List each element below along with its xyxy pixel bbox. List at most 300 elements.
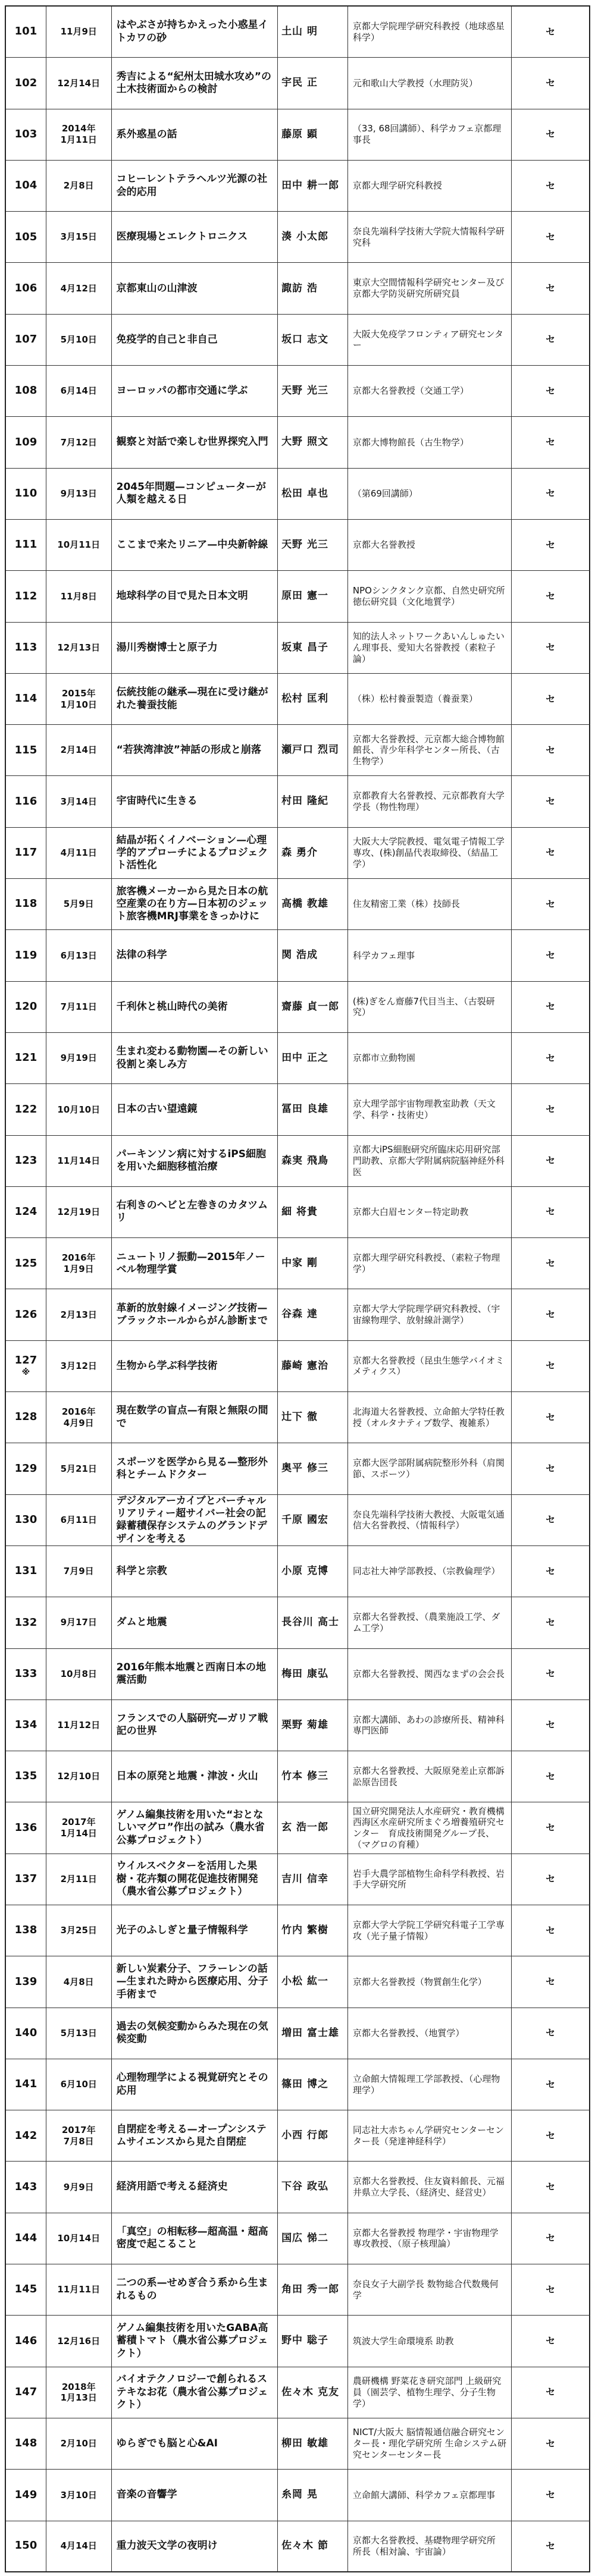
lecture-date: 2月8日 <box>46 161 112 211</box>
venue-mark: セ <box>512 879 590 929</box>
venue-mark: セ <box>512 2264 590 2315</box>
lecture-date: 2015年 1月10日 <box>46 674 112 724</box>
lecture-title: 医療現場とエレクトロニクス <box>112 212 278 262</box>
venue-mark: セ <box>512 2521 590 2571</box>
lecture-number: 138 <box>6 1905 46 1956</box>
table-row <box>6 469 590 520</box>
lecture-title: 革新的放射線イメージング技術—ブラックホールからがん診断まで <box>112 1289 278 1340</box>
lecturer-affiliation: 科学カフェ理事 <box>348 930 512 981</box>
table-row <box>6 2110 590 2162</box>
lecture-number: 139 <box>6 1956 46 2007</box>
lecturer-name: 辻下 徹 <box>278 1392 348 1443</box>
venue-mark: セ <box>512 2213 590 2264</box>
table-row <box>6 2470 590 2521</box>
lecture-number: 112 <box>6 571 46 621</box>
lecture-title: ウイルスベクターを活用した果樹・花卉類の開花促進技術開発（農水省公募プロジェクト） <box>112 1854 278 1905</box>
lecture-number: 106 <box>6 263 46 313</box>
lecturer-name: 細 将貴 <box>278 1187 348 1237</box>
lecture-title: ヨーロッパの都市交通に学ぶ <box>112 366 278 416</box>
lecture-title: 系外惑星の話 <box>112 109 278 160</box>
lecture-number: 132 <box>6 1597 46 1648</box>
lecturer-affiliation: 大阪大大学院教授、電気電子情報工学専攻、(株)創晶代表取締役、（結晶工学） <box>348 828 512 878</box>
lecturer-name: 栗野 菊雄 <box>278 1700 348 1751</box>
lecture-number: 107 <box>6 315 46 365</box>
venue-mark: セ <box>512 2470 590 2520</box>
table-row <box>6 2008 590 2059</box>
lecture-date: 11月8日 <box>46 571 112 621</box>
lecturer-name: 柳田 敏雄 <box>278 2418 348 2469</box>
lecturer-name: 齋藤 貞一郎 <box>278 982 348 1032</box>
table-row <box>6 2316 590 2367</box>
lecture-title: 宇宙時代に生きる <box>112 776 278 827</box>
venue-mark: セ <box>512 1700 590 1751</box>
lecture-date: 5月10日 <box>46 315 112 365</box>
lecture-number: 105 <box>6 212 46 262</box>
lecturer-affiliation: 奈良先端科学技術大学院大情報科学研究科 <box>348 212 512 262</box>
lecture-number: 120 <box>6 982 46 1032</box>
lecture-number: 116 <box>6 776 46 827</box>
lecture-date: 7月11日 <box>46 982 112 1032</box>
lecture-title: 結晶が拓くイノベーション—心理学的アプローチによるプロジェクト活性化 <box>112 828 278 878</box>
table-row <box>6 2521 590 2572</box>
lecturer-name: 天野 光三 <box>278 520 348 570</box>
table-row <box>6 1238 590 1289</box>
lecturer-name: 中家 剛 <box>278 1238 348 1289</box>
lecture-title: 経済用語で考える経済史 <box>112 2162 278 2212</box>
lecture-number: 127 ※ <box>6 1341 46 1391</box>
lecture-number: 143 <box>6 2162 46 2212</box>
lecture-number: 149 <box>6 2470 46 2520</box>
lecturer-affiliation: NICT/大阪大 脳情報通信融合研究センター長・理化学研究所 生命システム研究センターセンター長 <box>348 2418 512 2469</box>
table-row <box>6 776 590 827</box>
lecturer-affiliation: 京都大名誉教授、基礎物理学研究所 所長（相対論、宇宙論） <box>348 2521 512 2571</box>
lecture-title: 日本の古い望遠鏡 <box>112 1084 278 1135</box>
lecturer-affiliation: 京都大理学研究科教授 <box>348 161 512 211</box>
venue-mark: セ <box>512 1238 590 1289</box>
lecture-number: 102 <box>6 58 46 108</box>
lecture-date: 10月14日 <box>46 2213 112 2264</box>
lecture-date: 2018年 1月13日 <box>46 2367 112 2418</box>
lecture-number: 103 <box>6 109 46 160</box>
lecture-title: ゆらぎでも脳と心&AI <box>112 2418 278 2469</box>
lecture-number: 115 <box>6 725 46 775</box>
lecturer-affiliation: 元和歌山大学教授（水理防災） <box>348 58 512 108</box>
venue-mark: セ <box>512 776 590 827</box>
lecture-title: 科学と宗教 <box>112 1546 278 1597</box>
lecture-number: 134 <box>6 1700 46 1751</box>
venue-mark: セ <box>512 1802 590 1853</box>
lecturer-name: 冨田 良雄 <box>278 1084 348 1135</box>
table-row <box>6 1751 590 1802</box>
lecture-number: 135 <box>6 1751 46 1802</box>
lecturer-affiliation: 京都大理学研究科教授、（素粒子物理学） <box>348 1238 512 1289</box>
lecturer-affiliation: 京都大名誉教授、（地質学） <box>348 2008 512 2059</box>
lecture-number: 130 <box>6 1495 46 1545</box>
venue-mark: セ <box>512 2110 590 2161</box>
lecture-date: 10月8日 <box>46 1649 112 1699</box>
lecture-date: 4月11日 <box>46 828 112 878</box>
lecture-date: 7月9日 <box>46 1546 112 1597</box>
lecturer-affiliation: 京都大講師、あわの診療所長、精神科専門医師 <box>348 1700 512 1751</box>
lecture-title: 湯川秀樹博士と原子力 <box>112 623 278 673</box>
venue-mark: セ <box>512 2162 590 2212</box>
venue-mark: セ <box>512 930 590 981</box>
table-row <box>6 1546 590 1597</box>
lecturer-name: 竹本 修三 <box>278 1751 348 1802</box>
lecture-date: 5月13日 <box>46 2008 112 2059</box>
lecturer-affiliation: 京都大名誉教授、大阪原発差止京都訴訟原告団長 <box>348 1751 512 1802</box>
lecturer-affiliation: 京都大名誉教授、関西なまずの会会長 <box>348 1649 512 1699</box>
lecturer-affiliation: 住友精密工業（株）技師長 <box>348 879 512 929</box>
lecturer-name: 角田 秀一郎 <box>278 2264 348 2315</box>
lecture-date: 2014年 1月11日 <box>46 109 112 160</box>
lecture-number: 118 <box>6 879 46 929</box>
venue-mark: セ <box>512 725 590 775</box>
lecture-number: 133 <box>6 1649 46 1699</box>
lecturer-name: 田中 正之 <box>278 1033 348 1083</box>
lecturer-name: 小松 紘一 <box>278 1956 348 2007</box>
venue-mark: セ <box>512 1443 590 1494</box>
lecture-date: 4月8日 <box>46 1956 112 2007</box>
venue-mark: セ <box>512 623 590 673</box>
lecture-date: 3月14日 <box>46 776 112 827</box>
lecturer-name: 瀬戸口 烈司 <box>278 725 348 775</box>
venue-mark: セ <box>512 1289 590 1340</box>
table-row <box>6 2059 590 2110</box>
lecture-number: 113 <box>6 623 46 673</box>
lecture-title: ゲノム編集技術を用いた“おとなしいマグロ”作出の試み（農水省公募プロジェクト） <box>112 1802 278 1853</box>
lecture-date: 11月9日 <box>46 7 112 57</box>
lecturer-name: 佐々木 克友 <box>278 2367 348 2418</box>
venue-mark: セ <box>512 2418 590 2469</box>
venue-mark: セ <box>512 366 590 416</box>
lecture-title: 2045年問題—コンピューターが人類を越える日 <box>112 469 278 519</box>
table-row <box>6 571 590 622</box>
table-row <box>6 7 590 58</box>
lecture-title: 伝統技能の継承—現在に受け継がれた養蚕技能 <box>112 674 278 724</box>
lecturer-name: 田中 耕一郎 <box>278 161 348 211</box>
table-row <box>6 879 590 930</box>
lecture-number: 136 <box>6 1802 46 1853</box>
lecture-title: 音楽の音響学 <box>112 2470 278 2520</box>
lecture-date: 9月13日 <box>46 469 112 519</box>
lecturer-affiliation: (株)ぎをん齋藤7代目当主、（古裂研究） <box>348 982 512 1032</box>
lecturer-name: 篠田 博之 <box>278 2059 348 2110</box>
lecture-date: 5月21日 <box>46 1443 112 1494</box>
table-row <box>6 1854 590 1905</box>
lecturer-affiliation: 京都大名誉教授（交通工学） <box>348 366 512 416</box>
venue-mark: セ <box>512 469 590 519</box>
table-row <box>6 1649 590 1700</box>
lecture-date: 12月19日 <box>46 1187 112 1237</box>
lecturer-affiliation: 京都大iPS細胞研究所臨床応用研究部門助教、京都大学附属病院脳神経外科医 <box>348 1136 512 1186</box>
lecture-date: 4月14日 <box>46 2521 112 2571</box>
table-row <box>6 1341 590 1392</box>
lecture-title: 心理物理学による視覚研究とその応用 <box>112 2059 278 2110</box>
lecture-title: 千利休と桃山時代の美術 <box>112 982 278 1032</box>
venue-mark: セ <box>512 58 590 108</box>
lecturer-affiliation: 知的法人ネットワークあいんしゅたいん理事長、愛知大名誉教授（素粒子論） <box>348 623 512 673</box>
lecture-date: 2月14日 <box>46 725 112 775</box>
lecture-number: 150 <box>6 2521 46 2571</box>
lecture-title: 2016年熊本地震と西南日本の地震活動 <box>112 1649 278 1699</box>
lecture-date: 10月11日 <box>46 520 112 570</box>
table-row <box>6 2418 590 2470</box>
lecture-date: 10月10日 <box>46 1084 112 1135</box>
lecture-number: 140 <box>6 2008 46 2059</box>
lecture-number: 129 <box>6 1443 46 1494</box>
venue-mark: セ <box>512 7 590 57</box>
lecture-date: 2017年 7月8日 <box>46 2110 112 2161</box>
lecture-title: ゲノム編集技術を用いたGABA高蓄積トマト（農水省公募プロジェクト） <box>112 2316 278 2366</box>
venue-mark: セ <box>512 982 590 1032</box>
lecture-title: 秀吉による“紀州太田城水攻め”の土木技術面からの検討 <box>112 58 278 108</box>
lecturer-name: 小原 克博 <box>278 1546 348 1597</box>
lecturer-name: 糸岡 晃 <box>278 2470 348 2520</box>
lecture-number: 141 <box>6 2059 46 2110</box>
lecture-title: 現在数学の盲点—有限と無限の間で <box>112 1392 278 1443</box>
lecture-date: 2月11日 <box>46 1854 112 1905</box>
lecture-date: 12月16日 <box>46 2316 112 2366</box>
lecture-date: 11月12日 <box>46 1700 112 1751</box>
table-row <box>6 1084 590 1135</box>
lecturer-name: 坂口 志文 <box>278 315 348 365</box>
table-row <box>6 1802 590 1854</box>
table-row <box>6 1956 590 2008</box>
lecturer-affiliation: 京都大名誉教授、住友資料館長、元福井県立大学長、（経済史、経営史） <box>348 2162 512 2212</box>
lecturer-name: 大野 照文 <box>278 417 348 467</box>
lecture-number: 147 <box>6 2367 46 2418</box>
lecture-date: 2月13日 <box>46 1289 112 1340</box>
lecturer-name: 梅田 康弘 <box>278 1649 348 1699</box>
lecture-title: 新しい炭素分子、フラーレンの話—生まれた時から医療応用、分子手術まで <box>112 1956 278 2007</box>
table-row <box>6 1905 590 1956</box>
venue-mark: セ <box>512 1392 590 1443</box>
lecturer-affiliation: 京都教育大名誉教授、元京都教育大学学長（物性物理） <box>348 776 512 827</box>
lecturer-name: 土山 明 <box>278 7 348 57</box>
lecturer-name: 湊 小太郎 <box>278 212 348 262</box>
lecture-number: 117 <box>6 828 46 878</box>
lecturer-name: 国広 悌二 <box>278 2213 348 2264</box>
table-row <box>6 1033 590 1084</box>
lecture-date: 6月13日 <box>46 930 112 981</box>
lecture-number: 145 <box>6 2264 46 2315</box>
lecture-title: 生物から学ぶ科学技術 <box>112 1341 278 1391</box>
lecturer-name: 千原 國宏 <box>278 1495 348 1545</box>
lecture-title: 旅客機メーカーから見た日本の航空産業の在り方—日本初のジェット旅客機MRJ事業をきっかけに <box>112 879 278 929</box>
lecturer-affiliation: （第69回講師） <box>348 469 512 519</box>
lecturer-affiliation: 京都大白眉センター特定助教 <box>348 1187 512 1237</box>
lecture-number: 131 <box>6 1546 46 1597</box>
table-row <box>6 366 590 417</box>
lecturer-name: 高橋 教雄 <box>278 879 348 929</box>
lecture-number: 144 <box>6 2213 46 2264</box>
lecturer-name: 藤原 顕 <box>278 109 348 160</box>
lecture-number: 125 <box>6 1238 46 1289</box>
lecturer-affiliation: （株）松村養蚕製造（養蚕業） <box>348 674 512 724</box>
lecture-title: 免疫学的自己と非自己 <box>112 315 278 365</box>
lecture-table <box>5 5 590 2572</box>
lecture-number: 110 <box>6 469 46 519</box>
table-row <box>6 315 590 366</box>
lecturer-name: 森 勇介 <box>278 828 348 878</box>
lecture-date: 12月13日 <box>46 623 112 673</box>
table-row <box>6 982 590 1033</box>
table-row <box>6 520 590 571</box>
lecturer-affiliation: 京都大博物館長（古生物学） <box>348 417 512 467</box>
lecture-date: 7月12日 <box>46 417 112 467</box>
lecture-number: 124 <box>6 1187 46 1237</box>
venue-mark: セ <box>512 315 590 365</box>
lecture-title: フランスでの人脳研究—ガリア戦記の世界 <box>112 1700 278 1751</box>
lecture-date: 2017年 1月14日 <box>46 1802 112 1853</box>
lecturer-affiliation: 京都大名誉教授（物質創生化学） <box>348 1956 512 2007</box>
table-row <box>6 623 590 674</box>
lecture-number: 146 <box>6 2316 46 2366</box>
lecturer-name: 下谷 政弘 <box>278 2162 348 2212</box>
lecture-number: 123 <box>6 1136 46 1186</box>
table-row <box>6 417 590 468</box>
venue-mark: セ <box>512 2059 590 2110</box>
lecturer-name: 玄 浩一郎 <box>278 1802 348 1853</box>
venue-mark: セ <box>512 1033 590 1083</box>
lecture-number: 114 <box>6 674 46 724</box>
lecture-number: 119 <box>6 930 46 981</box>
lecture-title: スポーツを医学から見る—整形外科とチームドクター <box>112 1443 278 1494</box>
venue-mark: セ <box>512 2367 590 2418</box>
lecturer-affiliation: 同志社大赤ちゃん学研究センターセンター長（発達神経科学） <box>348 2110 512 2161</box>
venue-mark: セ <box>512 1084 590 1135</box>
table-row <box>6 1187 590 1238</box>
lecturer-name: 原田 憲一 <box>278 571 348 621</box>
lecturer-name: 天野 光三 <box>278 366 348 416</box>
venue-mark: セ <box>512 1546 590 1597</box>
lecture-date: 9月9日 <box>46 2162 112 2212</box>
venue-mark: セ <box>512 1341 590 1391</box>
lecturer-name: 長谷川 高士 <box>278 1597 348 1648</box>
lecture-number: 121 <box>6 1033 46 1083</box>
lecturer-name: 野中 聡子 <box>278 2316 348 2366</box>
lecturer-affiliation: 京大理学部宇宙物理教室助教（天文学、科学・技術史） <box>348 1084 512 1135</box>
lecturer-affiliation: 京都大名誉教授 <box>348 520 512 570</box>
lecture-date: 2016年 4月9日 <box>46 1392 112 1443</box>
lecturer-name: 村田 隆紀 <box>278 776 348 827</box>
lecture-title: 自閉症を考える—オープンシステムサイエンスから見た自閉症 <box>112 2110 278 2161</box>
lecturer-affiliation: 立命館大講師、科学カフェ京都理事 <box>348 2470 512 2520</box>
lecturer-name: 松田 卓也 <box>278 469 348 519</box>
lecturer-name: 谷森 達 <box>278 1289 348 1340</box>
table-row <box>6 1700 590 1751</box>
table-row <box>6 725 590 776</box>
lecture-title: 法律の科学 <box>112 930 278 981</box>
lecture-title: 京都東山の山津波 <box>112 263 278 313</box>
lecturer-name: 佐々木 節 <box>278 2521 348 2571</box>
lecturer-affiliation: 京都大名誉教授、元京都大総合博物館館長、青少年科学センター所長、（古生物学） <box>348 725 512 775</box>
venue-mark: セ <box>512 1597 590 1648</box>
table-row <box>6 930 590 981</box>
lecture-date: 6月11日 <box>46 1495 112 1545</box>
table-row <box>6 1289 590 1340</box>
lecturer-affiliation: 筑波大学生命環境系 助教 <box>348 2316 512 2366</box>
lecture-date: 6月10日 <box>46 2059 112 2110</box>
lecture-title: パーキンソン病に対するiPS細胞を用いた細胞移植治療 <box>112 1136 278 1186</box>
venue-mark: セ <box>512 212 590 262</box>
lecturer-affiliation: NPOシンクタンク京都、自然史研究所徳伝研究員（文化地質学） <box>348 571 512 621</box>
table-row <box>6 2367 590 2418</box>
lecture-title: 「真空」の相転移—超高温・超高密度で起こること <box>112 2213 278 2264</box>
lecture-number: 148 <box>6 2418 46 2469</box>
lecturer-affiliation: 京都大学院理学研究科教授（地球惑星科学） <box>348 7 512 57</box>
lecture-date: 12月10日 <box>46 1751 112 1802</box>
lecture-title: 二つの系—せめぎ合う系から生まれるもの <box>112 2264 278 2315</box>
lecturer-affiliation: 大阪大免疫学フロンティア研究センター <box>348 315 512 365</box>
lecture-title: バイオテクノロジーで創られるステキなお花（農水省公募プロジェクト） <box>112 2367 278 2418</box>
lecturer-affiliation: 東京大空間情報科学研究センター及び京都大学防災研究所研究員 <box>348 263 512 313</box>
lecturer-affiliation: （33, 68回講師）、科学カフェ京都理事長 <box>348 109 512 160</box>
lecturer-affiliation: 国立研究開発法人水産研究・教育機構西海区水産研究所まぐろ増養殖研究センター 育成技術開発グループ長、（マグロの育種） <box>348 1802 512 1853</box>
lecture-title: 地球科学の目で見た日本文明 <box>112 571 278 621</box>
table-row <box>6 1495 590 1546</box>
lecturer-affiliation: 京都大名誉教授、（農業施設工学、ダム工学） <box>348 1597 512 1648</box>
table-row <box>6 1443 590 1494</box>
lecture-number: 122 <box>6 1084 46 1135</box>
venue-mark: セ <box>512 1649 590 1699</box>
lecturer-name: 松村 匡利 <box>278 674 348 724</box>
lecture-date: 11月11日 <box>46 2264 112 2315</box>
lecture-date: 9月17日 <box>46 1597 112 1648</box>
lecture-date: 5月9日 <box>46 879 112 929</box>
lecturer-name: 竹内 繁樹 <box>278 1905 348 1956</box>
venue-mark: セ <box>512 2008 590 2059</box>
lecturer-affiliation: 北海道大名誉教授、立命館大学特任教授（オルタナティブ数学、複雑系） <box>348 1392 512 1443</box>
lecturer-name: 宇民 正 <box>278 58 348 108</box>
table-row <box>6 1136 590 1187</box>
lecture-title: ダムと地震 <box>112 1597 278 1648</box>
lecturer-affiliation: 京都大学大学院工学研究科電子工学専攻（光子量子情報） <box>348 1905 512 1956</box>
lecture-date: 2016年 1月9日 <box>46 1238 112 1289</box>
venue-mark: セ <box>512 1751 590 1802</box>
lecturer-affiliation: 立命館大情報理工学部教授、（心理物理学） <box>348 2059 512 2110</box>
lecturer-affiliation: 農研機構 野菜花き研究部門 上級研究員（園芸学、植物生理学、分子生物学） <box>348 2367 512 2418</box>
lecturer-affiliation: 奈良先端科学技術大教授、大阪電気通信大名誉教授、（情報科学） <box>348 1495 512 1545</box>
venue-mark: セ <box>512 674 590 724</box>
venue-mark: セ <box>512 109 590 160</box>
lecture-title: 観察と対話で楽しむ世界探究入門 <box>112 417 278 467</box>
table-row <box>6 58 590 109</box>
table-row <box>6 674 590 725</box>
lecturer-name: 関 浩成 <box>278 930 348 981</box>
venue-mark: セ <box>512 161 590 211</box>
lecture-title: はやぶさが持ちかえった小惑星イトカワの砂 <box>112 7 278 57</box>
venue-mark: セ <box>512 828 590 878</box>
lecturer-name: 奥平 修三 <box>278 1443 348 1494</box>
lecturer-name: 増田 富士雄 <box>278 2008 348 2059</box>
table-row <box>6 161 590 212</box>
lecturer-affiliation: 岩手大農学部植物生命科学科教授、岩手大学研究所 <box>348 1854 512 1905</box>
lecture-title: 右利きのヘビと左巻きのカタツムリ <box>112 1187 278 1237</box>
lecture-date: 3月15日 <box>46 212 112 262</box>
lecture-title: 過去の気候変動からみた現在の気候変動 <box>112 2008 278 2059</box>
venue-mark: セ <box>512 1495 590 1545</box>
lecturer-affiliation: 奈良女子大副学長 数物総合代数幾何学 <box>348 2264 512 2315</box>
lecture-number: 142 <box>6 2110 46 2161</box>
lecturer-affiliation: 京都大名誉教授 物理学・宇宙物理学専攻教授、（原子核理論） <box>348 2213 512 2264</box>
lecture-title: 生まれ変わる動物園—その新しい役割と楽しみ方 <box>112 1033 278 1083</box>
table-row <box>6 1392 590 1443</box>
lecturer-affiliation: 京都市立動物園 <box>348 1033 512 1083</box>
venue-mark: セ <box>512 2316 590 2366</box>
lecture-number: 104 <box>6 161 46 211</box>
